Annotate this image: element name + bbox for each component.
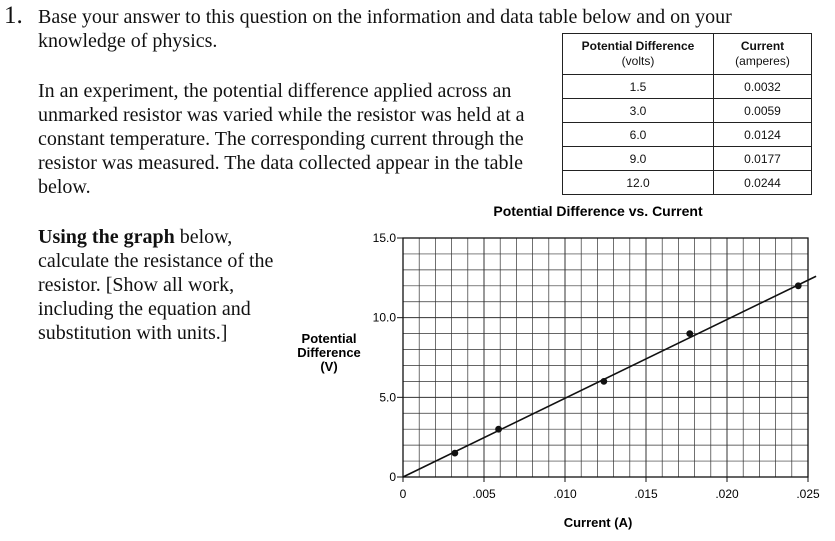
x-tick-label: 0 <box>399 487 407 501</box>
cell-current: 0.0124 <box>714 123 812 147</box>
data-point <box>451 450 458 457</box>
question-number: 1. <box>4 2 23 29</box>
x-tick-label: .020 <box>715 487 739 501</box>
y-axis-label-line: Difference <box>297 345 361 360</box>
data-point <box>686 330 693 337</box>
cell-potential: 12.0 <box>563 171 714 195</box>
x-tick-label: .015 <box>634 487 658 501</box>
x-tick-label: .010 <box>553 487 577 501</box>
header-unit-volts: (volts) <box>621 54 655 68</box>
header-potential-difference: Potential Difference (volts) <box>563 34 714 75</box>
header-current: Current (amperes) <box>714 34 812 75</box>
best-fit-line-segment <box>403 276 816 477</box>
experiment-description: In an experiment, the potential difference applied across an unmarked resistor was varied while the resistor was held at a constant temperature. The corresponding current through the resistor was measured. The data collected appear in the table below. <box>38 80 525 198</box>
instruction-text: below, calculate the resistance of the resistor. [Show all work, including the equation and substitution with units.] <box>38 226 274 344</box>
cell-current: 0.0177 <box>714 147 812 171</box>
x-axis-label: Current (A) <box>563 515 633 530</box>
y-axis-label-line: (V) <box>320 359 338 374</box>
data-point <box>495 426 502 433</box>
header-unit-amperes: (amperes) <box>735 54 790 68</box>
y-axis-label-line: Potential <box>301 331 357 346</box>
cell-current: 0.0244 <box>714 171 812 195</box>
cell-potential: 6.0 <box>563 123 714 147</box>
cell-potential: 3.0 <box>563 99 714 123</box>
data-point <box>600 378 607 385</box>
question-intro: Base your answer to this question on the information and data table below and on your knowledge of physics. <box>38 6 732 52</box>
y-tick-label: 5.0 <box>379 390 396 405</box>
cell-potential: 1.5 <box>563 75 714 99</box>
chart-axes <box>373 231 820 501</box>
chart-title: Potential Difference vs. Current <box>493 203 703 219</box>
cell-current: 0.0032 <box>714 75 812 99</box>
instruction-bold: Using the graph <box>38 226 175 248</box>
x-tick-label: .005 <box>472 487 496 501</box>
best-fit-line <box>403 276 816 477</box>
cell-potential: 9.0 <box>563 147 714 171</box>
chart-grid <box>403 238 808 477</box>
y-tick-label: 15.0 <box>372 231 396 245</box>
y-axis-label <box>297 331 361 374</box>
x-tick-label: .025 <box>796 487 820 501</box>
cell-current: 0.0059 <box>714 99 812 123</box>
data-point <box>795 282 802 289</box>
y-tick-label: 0 <box>389 470 396 484</box>
plot-frame <box>403 238 808 477</box>
y-tick-label: 10.0 <box>372 310 396 325</box>
